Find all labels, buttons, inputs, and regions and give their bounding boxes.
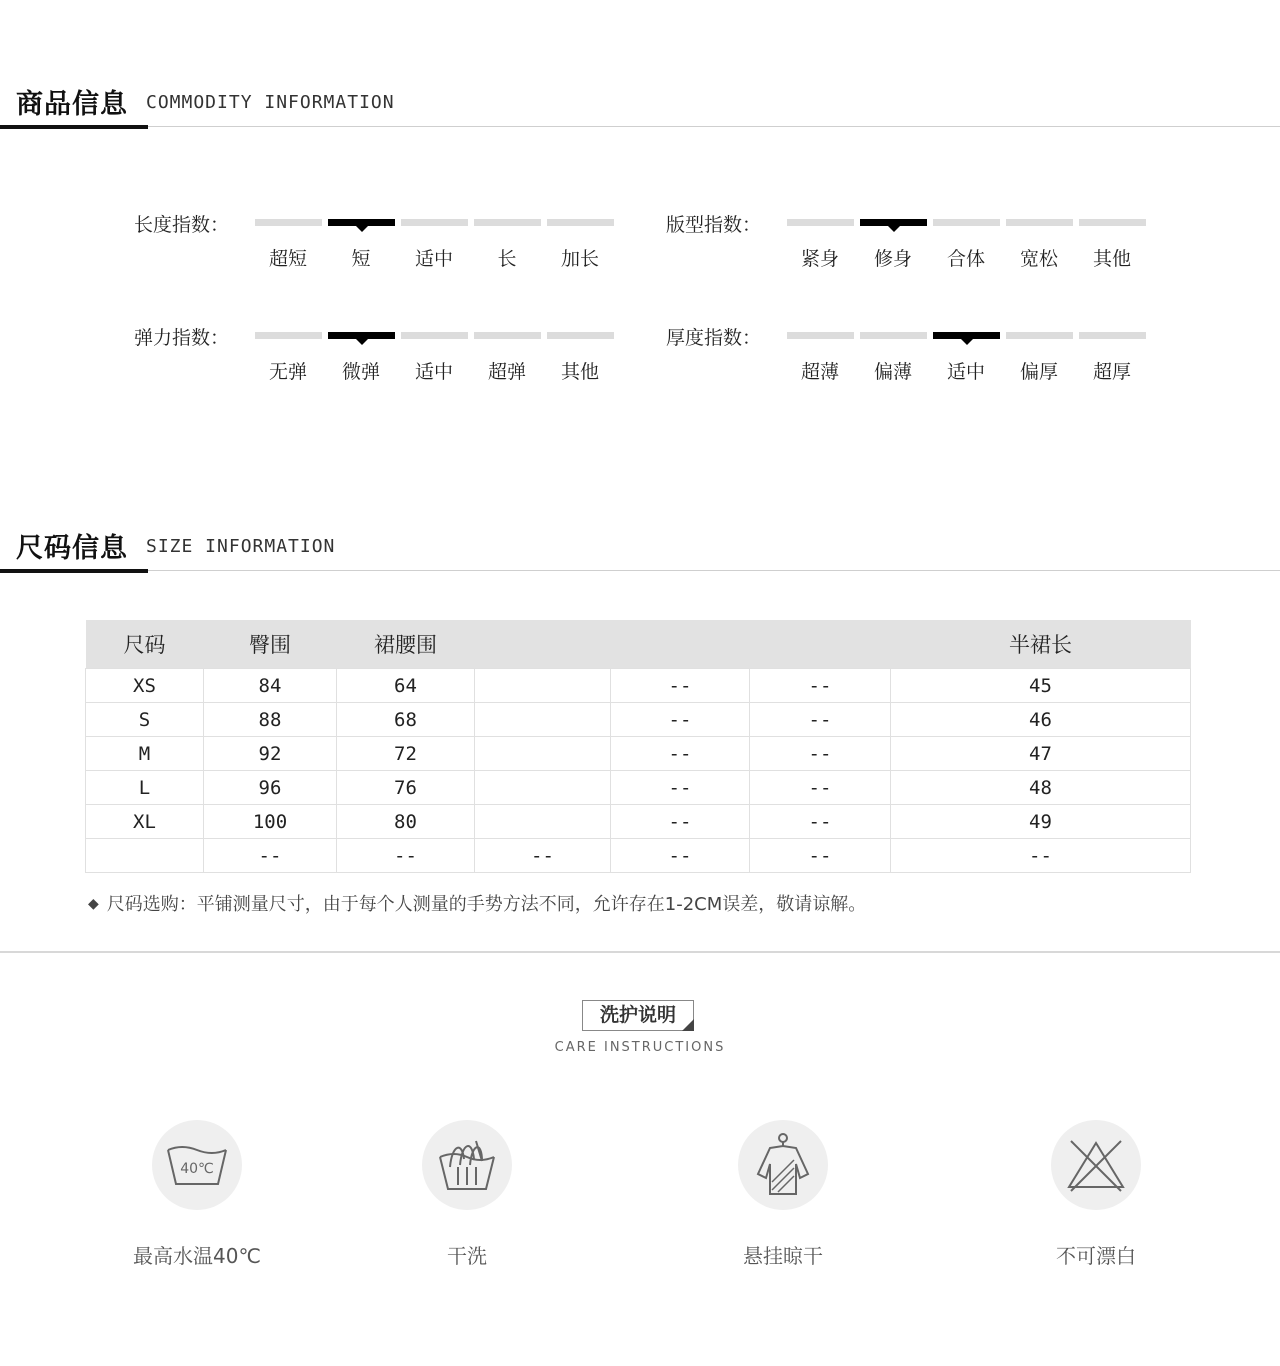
table-cell: 88 xyxy=(204,703,337,737)
size-note-text: 尺码选购：平铺测量尺寸，由于每个人测量的手势方法不同，允许存在1-2CM误差，敬请谅解。 xyxy=(106,894,867,915)
index-scale xyxy=(134,210,634,280)
table-cell: -- xyxy=(750,805,891,839)
care-title xyxy=(582,1000,694,1031)
scale-segment xyxy=(474,332,541,339)
wash-40-icon xyxy=(152,1120,242,1210)
scale-option-label: 短 xyxy=(351,248,371,270)
table-cell: -- xyxy=(750,737,891,771)
index-scale xyxy=(666,323,1166,393)
scale-option-label: 修身 xyxy=(873,248,912,270)
table-cell: -- xyxy=(611,771,750,805)
table-cell: 80 xyxy=(337,805,475,839)
wash-temp-text: 40℃ xyxy=(180,1161,214,1177)
table-cell: 72 xyxy=(337,737,475,771)
scale-segment xyxy=(1006,219,1073,226)
table-row xyxy=(86,737,1191,771)
table-cell: -- xyxy=(337,839,475,873)
table-cell: 49 xyxy=(891,805,1191,839)
table-row xyxy=(86,839,1191,873)
table-cell: 68 xyxy=(337,703,475,737)
scale-option-label: 适中 xyxy=(414,248,453,270)
size-title-cn: 尺码信息 xyxy=(16,533,128,564)
table-cell: 100 xyxy=(204,805,337,839)
table-cell xyxy=(475,737,611,771)
hang-dry-icon xyxy=(738,1120,828,1210)
commodity-section-header xyxy=(0,82,1280,142)
table-cell: M xyxy=(86,737,204,771)
scale-option-label: 偏厚 xyxy=(1019,361,1058,383)
scale-segment xyxy=(474,219,541,226)
size-note xyxy=(88,890,866,916)
scale-segment xyxy=(401,219,468,226)
table-row xyxy=(86,771,1191,805)
table-cell: -- xyxy=(611,669,750,703)
table-row xyxy=(86,669,1191,703)
table-cell: -- xyxy=(750,771,891,805)
scale-segment-selected xyxy=(860,219,927,226)
care-item-hang-dry xyxy=(683,1120,883,1269)
section-accent-bar xyxy=(0,125,148,129)
dry-clean-icon xyxy=(422,1120,512,1210)
scale-option-label: 宽松 xyxy=(1019,248,1058,270)
scale-segment-selected xyxy=(328,219,395,226)
size-section-header xyxy=(0,526,1280,586)
table-cell xyxy=(475,805,611,839)
size-table-header-row xyxy=(86,620,1191,669)
scale-segment xyxy=(933,219,1000,226)
commodity-title-en: COMMODITY INFORMATION xyxy=(146,92,395,113)
table-cell: -- xyxy=(750,669,891,703)
care-item-wash xyxy=(97,1120,297,1269)
index-scale xyxy=(134,323,634,393)
table-cell: 84 xyxy=(204,669,337,703)
table-cell: XL xyxy=(86,805,204,839)
diamond-bullet-icon: ◆ xyxy=(88,896,99,912)
scale-option-label: 合体 xyxy=(946,248,985,270)
table-cell: -- xyxy=(611,839,750,873)
scale-option-label: 其他 xyxy=(560,361,599,383)
section-accent-bar xyxy=(0,569,148,573)
table-cell: 48 xyxy=(891,771,1191,805)
table-row xyxy=(86,805,1191,839)
table-cell xyxy=(475,703,611,737)
scale-segment-selected xyxy=(328,332,395,339)
scale-option-label: 无弹 xyxy=(268,361,307,383)
scale-segment xyxy=(547,219,614,226)
scale-option-label: 超弹 xyxy=(487,361,526,383)
table-cell: 47 xyxy=(891,737,1191,771)
table-cell: L xyxy=(86,771,204,805)
care-item-dry-clean xyxy=(367,1120,567,1269)
size-table-header-cell xyxy=(611,620,750,669)
table-cell: -- xyxy=(750,703,891,737)
table-cell: -- xyxy=(611,805,750,839)
size-table-header-cell: 尺码 xyxy=(86,620,204,669)
table-cell: S xyxy=(86,703,204,737)
no-bleach-icon xyxy=(1051,1120,1141,1210)
scale-segment-selected xyxy=(933,332,1000,339)
table-cell: 64 xyxy=(337,669,475,703)
scale-segment xyxy=(787,219,854,226)
section-divider xyxy=(0,570,1280,571)
care-label-wash: 最高水温40℃ xyxy=(133,1244,261,1268)
corner-triangle-icon xyxy=(682,1019,694,1031)
care-item-no-bleach xyxy=(996,1120,1196,1269)
size-table-header-cell: 臀围 xyxy=(204,620,337,669)
table-cell: 45 xyxy=(891,669,1191,703)
scale-option-label: 加长 xyxy=(560,248,599,270)
table-cell xyxy=(475,771,611,805)
scale-option-label: 适中 xyxy=(414,361,453,383)
table-cell: 76 xyxy=(337,771,475,805)
scale-segment xyxy=(547,332,614,339)
index-scale-label: 版型指数： xyxy=(666,214,762,236)
care-label-hang-dry: 悬挂晾干 xyxy=(743,1244,823,1268)
table-cell: -- xyxy=(611,703,750,737)
scale-option-label: 超薄 xyxy=(800,361,839,383)
scale-segment xyxy=(255,332,322,339)
table-cell: -- xyxy=(891,839,1191,873)
table-cell xyxy=(86,839,204,873)
table-cell: 92 xyxy=(204,737,337,771)
table-cell: 46 xyxy=(891,703,1191,737)
scale-segment xyxy=(860,332,927,339)
care-label-dry-clean: 干洗 xyxy=(447,1244,487,1268)
scale-option-label: 微弹 xyxy=(341,361,380,383)
table-cell: XS xyxy=(86,669,204,703)
care-title-text: 洗护说明 xyxy=(599,1004,676,1026)
size-table-header-cell xyxy=(475,620,611,669)
scale-option-label: 其他 xyxy=(1092,248,1131,270)
scale-option-label: 紧身 xyxy=(800,248,839,270)
commodity-title-cn: 商品信息 xyxy=(16,89,128,120)
size-table-header-cell xyxy=(750,620,891,669)
scale-option-label: 超短 xyxy=(268,248,307,270)
table-cell: -- xyxy=(750,839,891,873)
table-cell: -- xyxy=(611,737,750,771)
size-table-header-cell: 裙腰围 xyxy=(337,620,475,669)
scale-option-label: 超厚 xyxy=(1092,361,1131,383)
size-table xyxy=(85,620,1191,873)
scale-segment xyxy=(787,332,854,339)
care-label-no-bleach: 不可漂白 xyxy=(1056,1244,1136,1268)
care-subtitle: CARE INSTRUCTIONS xyxy=(554,1040,726,1055)
scale-option-label: 偏薄 xyxy=(873,361,912,383)
index-scale xyxy=(666,210,1166,280)
scale-segment xyxy=(255,219,322,226)
table-row xyxy=(86,703,1191,737)
scale-option-label: 长 xyxy=(497,248,517,270)
table-cell: -- xyxy=(475,839,611,873)
section-divider xyxy=(0,126,1280,127)
scale-segment xyxy=(1006,332,1073,339)
table-cell: 96 xyxy=(204,771,337,805)
page-divider xyxy=(0,951,1280,953)
scale-segment xyxy=(1079,332,1146,339)
scale-segment xyxy=(1079,219,1146,226)
scale-option-label: 适中 xyxy=(946,361,985,383)
size-title-en: SIZE INFORMATION xyxy=(146,536,336,557)
index-scale-label: 厚度指数： xyxy=(666,327,762,349)
index-scale-label: 长度指数： xyxy=(134,214,230,236)
index-scale-label: 弹力指数： xyxy=(134,327,230,349)
table-cell xyxy=(475,669,611,703)
size-table-header-cell: 半裙长 xyxy=(891,620,1191,669)
table-cell: -- xyxy=(204,839,337,873)
scale-segment xyxy=(401,332,468,339)
